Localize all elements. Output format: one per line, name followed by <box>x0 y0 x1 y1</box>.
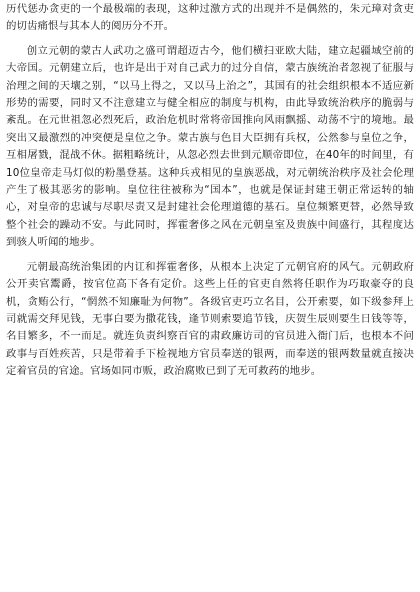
paragraph-gap <box>6 36 414 43</box>
paragraph-gap <box>6 252 414 259</box>
paragraph-3: 元朝最高统治集团的内讧和挥霍奢侈，从根本上决定了元朝官府的风气。元朝政府公开卖官鬻爵，按官位高下各有定价。这些上任的官吏自然将任职作为巧取豪夺的良机，贪贿公行，“惘然不知廉耻为何物”。各级官吏巧立名目，公开索要，如下级参拜上司就需交拜见钱，无事白要为撒花钱，逢节则索要追节钱，庆贺生辰则要生日钱等等，名目繁多，不一而足。就连负责纠察百官的肃政廉访司的官员进入衙门后，也根本不问政事与百姓疾苦，只是带着手下检视地方官员奉送的银两，而奉送的银两数量就直接决定着官员的官途。官场如同市贩，政治腐败已到了无可救药的地步。 <box>6 260 414 378</box>
paragraph-2: 创立元朝的蒙古人武功之盛可谓超迈古今，他们横扫亚欧大陆，建立起疆域空前的大帝国。元朝建立后，也许是出于对自己武力的过分自信，蒙古族统治者忽视了征服与治理之间的天壤之别，“以马上得之，又以马上治之”，其国有的社会组织根本不适应新形势的需要，同时又不注意建立与健全相应的制度与机构，由此导致统治秩序的脆弱与紊乱。在元世祖忽必烈死后，政治危机时常将帝国推向风雨飘摇、动荡不宁的境地。最突出又最激烈的冲突便是皇位之争。蒙古族与色目大臣拥有兵权，公然参与皇位之争，互相屠戮，混战不休。据粗略统计，从忽必烈去世到元顺帝即位，在40年的时间里，有10位皇帝走马灯似的粉墨登基。这种兵戎相见的皇族恶战，对元朝统治秩序及社会伦理产生了极其恶劣的影响。皇位往往被称为“国本”，也就是保证封建王朝正常运转的轴心，对皇帝的忠诚与尽职尽责又是封建社会伦理道德的基石。皇位频繁更替，必然导致整个社会的躁动不安。与此同时，挥霍奢侈之风在元朝皇室及贵族中间盛行，其程度达到骇人听闻的地步。 <box>6 44 414 249</box>
paragraph-1: 历代惩办贪吏的一个最极端的表现，这种过激方式的出现并不是偶然的，朱元璋对贪吏的切齿痛恨与其本人的阅历分不开。 <box>6 3 414 33</box>
